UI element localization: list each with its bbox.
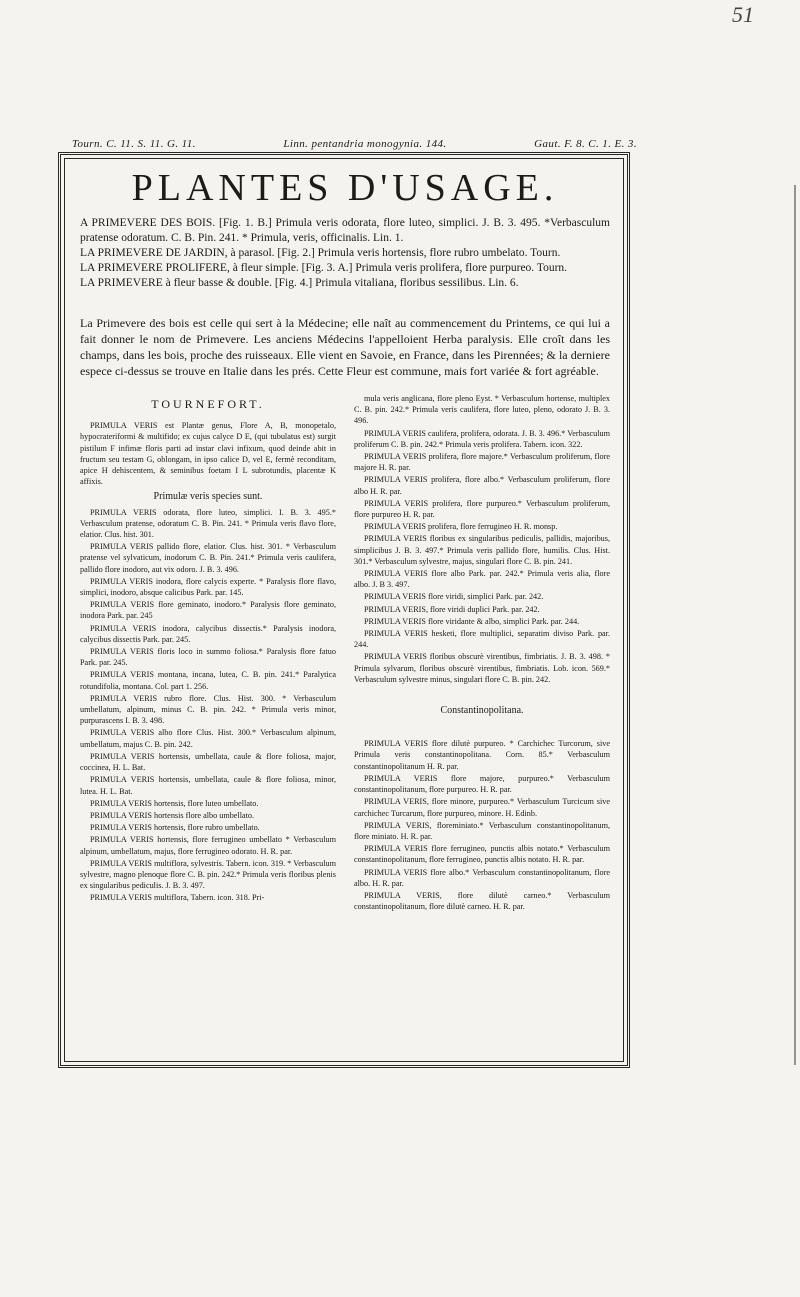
species-entry: PRIMULA VERIS, floreminiato.* Verbasculum constantinopolitanum, flore miniato. H. R. par.: [354, 820, 610, 841]
page-content: [80, 166, 610, 913]
species-entry: PRIMULA VERIS multiflora, Tabern. icon. 318. Pri-: [90, 893, 265, 903]
section-title: Constantinopolitana.: [440, 705, 524, 717]
species-entry: PRIMULA VERIS inodora, calycibus dissectis.* Paralysis inodora, calycibus dissectis Park. par. 245.: [80, 623, 336, 644]
species-entry: PRIMULA VERIS flore viridi, simplici Park. par. 242.: [364, 592, 544, 602]
species-entry: PRIMULA VERIS flore dilutè purpureo. * Carchichec Turcorum, sive Primula veris constantinopolitana. Corn. 85.* Verbasculum constantinopolitanum H. R. par.: [354, 739, 610, 771]
species-entry: PRIMULA VERIS hortensis, flore rubro umbellato.: [90, 823, 260, 833]
species-entry: PRIMULA VERIS, flore dilutè carneo.* Verbasculum constantinopolitanum, flore dilutè carneo. H. R. par.: [354, 890, 610, 912]
left-entries: [80, 507, 336, 904]
header-left: Tourn. C. 11. S. 11. G. 11.: [72, 138, 196, 150]
species-entry: PRIMULA VERIS floris loco in summo foliosa.* Paralysis flore fatuo Park. par. 245.: [80, 647, 336, 668]
species-entry: mula veris anglicana, flore pleno Eyst. * Verbasculum hortense, multiplex C. B. pin. 242.* Primula veris caulifera, flore luteo, pleno, odorato J. B. 3. 496.: [354, 394, 610, 426]
species-entry: PRIMULA VERIS flore ferrugineo, punctis albis notato.* Verbasculum constantinopolitanum, flore ferrugineo, punctis albis notato. H. R. par.: [354, 844, 610, 865]
species-entry: PRIMULA VERIS flore geminato, inodoro.* Paralysis flore geminato, inodora Park. par. 245: [80, 600, 336, 621]
species-entry: PRIMULA VERIS, flore minore, purpureo.* Verbasculum Turcicum sive carchichec Turcarum, flore purpureo, minore. H. Edinb.: [354, 797, 610, 818]
species-entry: PRIMULA VERIS hortensis, umbellata, caule & flore foliosa, major, coccinea, H. L. Bat.: [80, 751, 336, 773]
species-entry: PRIMULA VERIS prolifera, flore ferrugineo H. R. monsp.: [364, 522, 558, 532]
column-heading: TOURNEFORT.: [151, 397, 265, 411]
right-entries: [354, 393, 610, 685]
species-entry: PRIMULA VERIS floribus obscurè virentibus, fimbriatis. J. B. 3. 498. * Primula sylvarum, floribus obscurè virentibus, fimbriatis. Lob. icon. 569.* Verbasculum sylvestre minus, singulari flore C. B. pin. 242.: [354, 652, 610, 684]
species-title: Primulæ veris species sunt.: [153, 491, 263, 503]
species-entry: PRIMULA VERIS montana, incana, lutea, C. B. pin. 241.* Paralytica rotundifolia, montana. Col. part 1. 256.: [80, 670, 336, 691]
intro-line: A PRIMEVERE DES BOIS. [Fig. 1. B.] Primula veris odorata, flore luteo, simplici. J. B. 3. 495. *Verbasculum pratense odoratum. C. B. Pin. 241. * Primula, veris, officinalis. Lin. 1.: [80, 217, 610, 244]
species-entry: PRIMULA VERIS flore viridante & albo, simplici Park. par. 244.: [364, 616, 580, 626]
running-header: [72, 138, 637, 150]
right-entries-constantinople: [354, 738, 610, 912]
species-entry: PRIMULA VERIS caulifera, prolifera, odorata. J. B. 3. 496.* Verbasculum proliferum C. B. pin. 242.* Primula veris prolifera. Tabern. icon. 322.: [354, 428, 610, 449]
page-edge-line: [794, 185, 796, 1065]
species-entry: PRIMULA VERIS flore albo Park. par. 242.* Primula veris alia, flore albo. J. B 3. 497.: [354, 569, 610, 590]
lead-paragraph: La Primevere des bois est celle qui sert à la Médecine; elle naît au commencement du Printems, ce qui lui a fait donner le nom de Primevere. Les anciens Médecins l'appelloient Herba paralysis. Elle croît dans les champs, dans les bois, proche des ruisseaux. Elle vient en Savoie, en France, dans les Pirennées; & la derniere espece ci-dessus se trouve en Italie dans les prés. Cette Fleur est commune, mais fort variée & fort agréable.: [80, 316, 610, 378]
species-entry: PRIMULA VERIS hortensis, umbellata, caule & flore foliosa, minor, lutea. H. L. Bat.: [80, 775, 336, 796]
species-entry: PRIMULA VERIS odorata, flore luteo, simplici. I. B. 3. 495.* Verbasculum pratense, odoratum C. B. Pin. 241. * Primula veris flavo flore, elatior. Clus. hist. 301.: [80, 507, 336, 540]
species-entry: PRIMULA VERIS hortensis, flore luteo umbellato.: [90, 798, 259, 808]
left-column: [80, 393, 336, 913]
species-entry: PRIMULA VERIS prolifera, flore purpureo.* Verbasculum proliferum, flore purpureo H. R. par.: [354, 498, 610, 520]
species-entry: PRIMULA VERIS, flore viridi duplici Park. par. 242.: [364, 604, 540, 614]
species-entry: PRIMULA VERIS flore albo.* Verbasculum constantinopolitanum, flore albo. H. R. par.: [354, 867, 610, 888]
species-entry: PRIMULA VERIS hortensis flore albo umbellato.: [90, 810, 255, 820]
intro-line: LA PRIMEVERE DE JARDIN, à parasol. [Fig. 2.] Primula veris hortensis, flore rubro umbelato. Tourn.: [80, 247, 561, 259]
species-entry: PRIMULA VERIS flore majore, purpureo.* Verbasculum constantinopolitanum, flore purpureo. H. R. par.: [354, 773, 610, 795]
page-number: 51: [732, 2, 754, 27]
header-center: Linn. pentandria monogynia. 144.: [283, 138, 447, 150]
intro-block: [80, 216, 610, 291]
right-column: [354, 393, 610, 913]
species-entry: PRIMULA VERIS hesketi, flore multiplici, separatim diviso Park. par. 244.: [354, 629, 610, 650]
page-title: PLANTES D'USAGE.: [131, 167, 559, 209]
intro-line: LA PRIMEVERE PROLIFERE, à fleur simple. [Fig. 3. A.] Primula veris prolifera, flore purpureo. Tourn.: [80, 262, 568, 274]
species-entry: PRIMULA VERIS rubro flore. Clus. Hist. 300. * Verbasculum umbellatum, alpinum, minus C. B. pin. 242. * Primula veris minor, purpurascens I. B. 3. 498.: [80, 693, 336, 726]
two-columns: [80, 393, 610, 913]
species-entry: PRIMULA VERIS prolifera, flore majore.* Verbasculum proliferum, flore majore H. R. par.: [354, 452, 610, 473]
header-right: Gaut. F. 8. C. 1. E. 3.: [534, 138, 637, 150]
intro-line: LA PRIMEVERE à fleur basse & double. [Fig. 4.] Primula vitaliana, floribus sessilibus. Lin. 6.: [80, 277, 519, 289]
species-entry: PRIMULA VERIS hortensis, flore ferrugineo umbellato * Verbasculum alpinum, umbellatum, majus, flore ferrugineo odorato. H. R. par.: [80, 835, 336, 856]
species-entry: PRIMULA VERIS pallido flore, elatior. Clus. hist. 301. * Verbasculum pratense vel sylvaticum, inodorum C. B. Pin. 241.* Primula veris caulifera, pallido flore inodoro, aut vix odoro. J. B. 3. 496.: [80, 542, 336, 574]
species-entry: PRIMULA VERIS prolifera, flore albo.* Verbasculum proliferum, flore albo H. R. par.: [354, 475, 610, 496]
genus-description: PRIMULA VERIS est Plantæ genus, Flore A, B, monopetalo, hypocrateriformi & multifido; ex cujus calyce D E, (qui tubulatus est) surgit pistilum F infimæ floris parti ad instar clavi infixum, quod deinde abit in fructum seu testam G, oblongam, in ipso calice D, vel E, fermè reconditam, apice H dehiscentem, & seminibus foetam I L subrotundis, placentæ K affixis.: [80, 421, 336, 487]
species-entry: PRIMULA VERIS albo flore Clus. Hist. 300.* Verbasculum alpinum, umbellatum, majus C. B. pin. 242.: [80, 728, 336, 749]
species-entry: PRIMULA VERIS floribus ex singularibus pediculis, pallidis, majoribus, simplicibus J. B. 3. 497.* Primula veris pallido flore, humilis. Clus. Hist. 301.* Verbasculum sylvestre, majus, singulari flore C. B. pin. 241.: [354, 534, 610, 566]
species-entry: PRIMULA VERIS multiflora, sylvestris. Tabern. icon. 319. * Verbasculum sylvestre, magno plenoque flore C. B. pin. 242.* Primula veris floribus plenis ex singularibus pediculis. J. B. 3. 497.: [80, 858, 336, 891]
species-entry: PRIMULA VERIS inodora, flore calycis experte. * Paralysis flore flavo, simplici, inodoro, absque calicibus Park. par. 145.: [80, 576, 336, 598]
